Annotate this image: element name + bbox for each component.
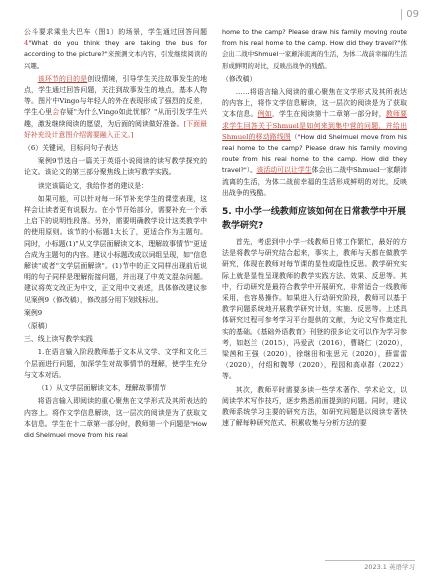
left-paragraph-3: 案例9节选自一篇关于英语小说阅读的读写教学探究的论文。该论文的第三部分聚焦线上读写教学实践。 — [24, 157, 207, 177]
right-paragraph-2: ……将语言输入阅读的重心聚焦在文学形式及其所表达的内容上，将作文学信息解读，这一层次的阅读是为了获取文本信息。例如，学生在阅读第十二章第一部分时，教师要求学生回答关于Shmuel是如何来到集中营的问题，并给出Shmuel的移动路线图（"How did Shelmuel move from his real home to the camp? Please draw his family moving route from his real home to the camp. How did they travel?"）。该活动可以让学生体会出二战中Shmuel一家颠沛流离的生活，为体二战前幸福的生活形成鲜明的对比，反映出战争的残酷。 — [222, 88, 408, 197]
original-label: （原稿） — [24, 322, 52, 331]
left-paragraph-1: 公斗要求乘坐大巴车（图1）的场景，学生通过回答问题4"What do you think they are taking the bus for according to the picture?"来预测文本内容，引发继续阅读的兴趣。 — [24, 28, 207, 70]
left-paragraph-4: 读完该篇论文，我给作者的建议是： — [37, 181, 149, 190]
left-paragraph-7: 将语言输入即阅读的重心聚焦在文学形式及其所表达的内容上。将作文学信息解读，这一层次的阅读是为了获取文本信息。学生在十二章第一部分时，教师第一个问题是"How did Shelmuel move from his real — [24, 397, 207, 439]
editor-comment: [下面最好补充设计意图介绍需要融入正文。] — [24, 119, 207, 139]
footer-issue: 2023.1 英语学习 — [325, 560, 415, 571]
right-column — [222, 27, 407, 432]
revised-label: （修改稿） — [222, 74, 257, 83]
left-paragraph-6: 1.在语言输入阶段教师基于文本从文学、文学和文化三个层面进行问题，加深学生对故事情节的理解，使学生充分与文本对话。 — [24, 348, 207, 379]
revision-underline: 教师要求学生回答关于Shmuel是如何来到集中营的问题，并给出Shmuel的移动路线图 — [222, 110, 408, 141]
subsection-heading: （1）从文学层面解读文本，理解故事情节 — [37, 384, 167, 393]
left-column — [24, 27, 207, 443]
annotation-underline: 该环节的目的是 — [37, 74, 88, 83]
left-paragraph-5: 如果可能，可以针对每一环节补充学生的课堂表现，这样会让读者更有说服力。在小节开始部分，需要补充一个承上启下的说明性段落。另外，需要明确教学设计这类教学中的使用原则。该节的小标题1太长了，更适合作为主题句。同时，小标题(1)"从文学层面解读文本，理解故事情节"更适合成为主题句的内容。建议小标题改成以词组呈现，如"信息解读"或者"文学层面解读"。(1)节中的正文同样出现前后说明的句子同样是理解衔接问题，并出现了中英文混杂问题。建议将英文改正为中文，正文用中文表述，具体修改建议参见案例9（修改稿），修改部分用下划线标出。 — [24, 194, 207, 304]
right-paragraph-4: 其次，教师平时需要多读一些学术著作、学术论文，以阅读学术写作技巧，逐步熟悉前面提到的问题。同时，建议教师系统学习主要的研究方法，如研究问题是以阅读专著快速了解每种研究范式、积累收集与分析方法的要 — [222, 385, 407, 428]
red-mark: 4 — [24, 39, 29, 48]
section-heading-5: 5. 中小学一线教师应该如何在日常教学中开展教学研究? — [222, 207, 406, 232]
section-3-heading: 三、线上读写教学实践 — [24, 335, 93, 344]
right-paragraph-3: 首先，考虑到中小学一线教师日常工作繁忙，最好的方法是将教学与研究结合起来，事实上，教师与天都在做教学研究，体现在教师对每节课的显性或隐性反思。教学研究实际上就是显性呈现教师的教学实践方法、效果、反思等。其中，行动研究是最符合教学中开展研究，非常适合一线教师采用，也容易操作。如果进入行动研究阶段，教师可以基于教学问题系统地开展教学研究计划，实施、反思等。上述具体研究过程可参考学习平台提供的文献，为论文写作奠定扎实的基础。《基础外语教育》刊登的很多论文可以作为学习参考，如赵兰（2015），冯爱武（2016），曹晓仁（2020），梁茜和王强（2020），徐继田和张思元（2020），薛雷雷（2020），付绍和魏琴（2020），程园和高卓群（2022）等。 — [222, 238, 407, 381]
left-paragraph-2: 该环节的目的是创设情境，引导学生关注故事发生的地点，学生通过回答问题，关注到故事发生的地点，基本人物等。图片中Vingo与年轻人的外在表现形成了强烈的反差，学生心里会存疑"为什么Vingo如此忧郁？"从而引发学生兴趣，激发继续阅读的愿望，为后面的阅读做好准备。[下面最好补充设计意图介绍需要融入正文。] — [24, 74, 208, 139]
section-heading-6: （6）关键词，目标问句子表达 — [24, 144, 118, 153]
page-number: 09 — [401, 9, 419, 20]
right-paragraph-1: home to the camp? Please draw his family moving route from his real home to the camp. How did they travel?"体会出二战中Shmuel一家颠沛流离的生活，为体二战前幸福的生活形成鲜明的对比，反映出战争的残酷。 — [222, 28, 407, 70]
case-label: 案例9 — [24, 308, 43, 317]
